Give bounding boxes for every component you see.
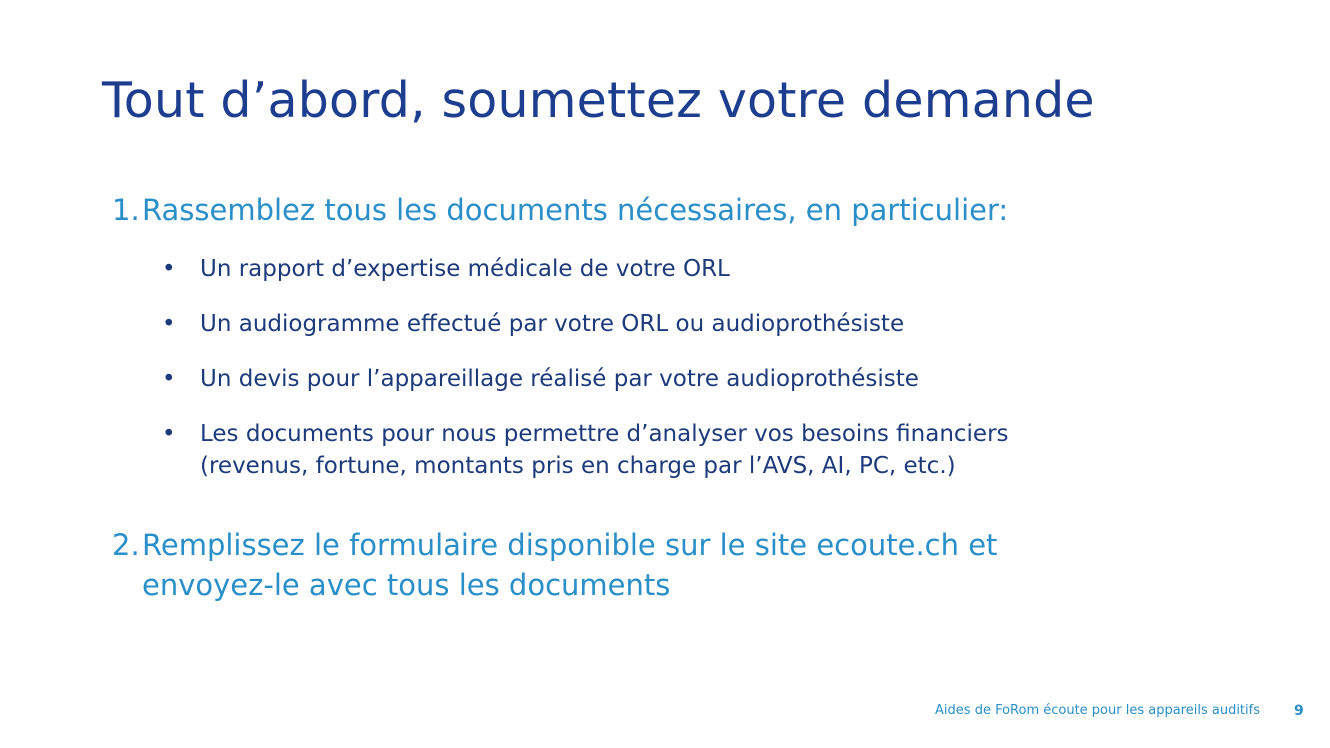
step-text: Rassemblez tous les documents nécessaires, en particulier: (142, 193, 1009, 227)
bullet-icon: • (162, 421, 176, 447)
document-list (160, 253, 1080, 505)
page-number: 9 (1294, 703, 1304, 719)
step-1 (112, 190, 1052, 230)
bullet-icon: • (162, 311, 176, 337)
step-text: Remplissez le formulaire disponible sur le site ecoute.ch et envoyez-le avec tous les documents (142, 528, 998, 602)
footer-text: Aides de FoRom écoute pour les appareils auditifs (935, 703, 1260, 718)
list-item (160, 363, 1080, 395)
list-item (160, 418, 1080, 482)
step-2 (112, 525, 1052, 605)
list-item-text: Un devis pour l’appareillage réalisé par votre audioprothésiste (200, 366, 919, 392)
step-number: 1. (112, 193, 140, 227)
bullet-icon: • (162, 366, 176, 392)
bullet-icon: • (162, 256, 176, 282)
list-item (160, 308, 1080, 340)
list-item-text: Les documents pour nous permettre d’analyser vos besoins financiers (revenus, fortune, montants pris en charge par l’AVS, AI, PC, etc.) (200, 421, 1009, 479)
step-number: 2. (112, 528, 140, 562)
list-item-text: Un audiogramme effectué par votre ORL ou audioprothésiste (200, 311, 905, 337)
slide-title: Tout d’abord, soumettez votre demande (102, 72, 1095, 129)
list-item (160, 253, 1080, 285)
list-item-text: Un rapport d’expertise médicale de votre ORL (200, 256, 730, 282)
